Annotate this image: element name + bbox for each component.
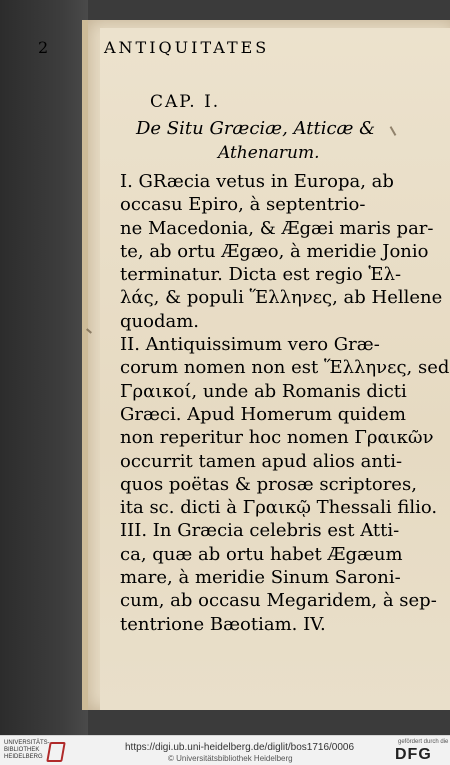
body-line: Γραικοί, unde ab Romanis dicti	[120, 380, 407, 402]
background-left	[0, 0, 88, 735]
body-line: I. GRæcia vetus in Europa, ab	[120, 171, 394, 192]
body-line: corum nomen non est Ἕλληνες, sed	[120, 357, 450, 379]
body-line: mare, à meridie Sinum Saroni-	[120, 567, 401, 589]
section-title-line1: De Situ Græciæ, Atticæ &	[136, 118, 376, 139]
body-line: quos poëtas & prosæ scriptores,	[120, 473, 417, 495]
body-line: quodam.	[120, 310, 199, 332]
library-logo-text: UNIVERSITÄTS- BIBLIOTHEK HEIDELBERG	[4, 740, 50, 760]
copyright-note: © Universitätsbibliothek Heidelberg	[168, 754, 293, 763]
body-line: occurrit tamen apud alios anti-	[120, 450, 403, 472]
body-text	[120, 170, 450, 636]
body-line: occasu Epiro, à septentrio-	[120, 194, 366, 216]
body-line: ita sc. dicti à Γραικῷ Thessali filio.	[120, 497, 438, 519]
body-line: λάς, & populi Ἕλληνες, ab Hellene	[120, 287, 443, 309]
body-line: Græci. Apud Homerum quidem	[120, 403, 406, 425]
body-line: ca, quæ ab ortu habet Ægæum	[120, 543, 403, 565]
body-line: ne Macedonia, & Ægæi maris par-	[120, 217, 434, 239]
dfg-logo: DFG	[395, 746, 432, 763]
page-number: 2	[38, 38, 49, 57]
body-line: II. Antiquissimum vero Græ-	[120, 334, 380, 356]
body-line: cum, ab occasu Megaridem, à sep-	[120, 590, 437, 612]
permalink-url[interactable]: https://digi.ub.uni-heidelberg.de/diglit/bos1716/0006	[125, 742, 355, 753]
body-line: terminatur. Dicta est regio Ἑλ-	[120, 264, 402, 286]
body-line: te, ab ortu Ægæo, à meridie Jonio	[120, 240, 429, 262]
university-logo-icon	[46, 742, 66, 762]
viewer-footer	[0, 735, 450, 765]
body-line: III. In Græcia celebris est Atti-	[120, 520, 400, 542]
body-line: non reperitur hoc nomen Γραικῶν	[120, 427, 434, 449]
body-line: tentrione Bæotiam. IV.	[120, 613, 326, 635]
running-title: ANTIQUITATES	[104, 38, 270, 57]
chapter-heading: CAP. I.	[150, 92, 221, 112]
funded-by-label: gefördert durch die	[398, 739, 449, 745]
section-title-line2: Athenarum.	[218, 143, 320, 163]
